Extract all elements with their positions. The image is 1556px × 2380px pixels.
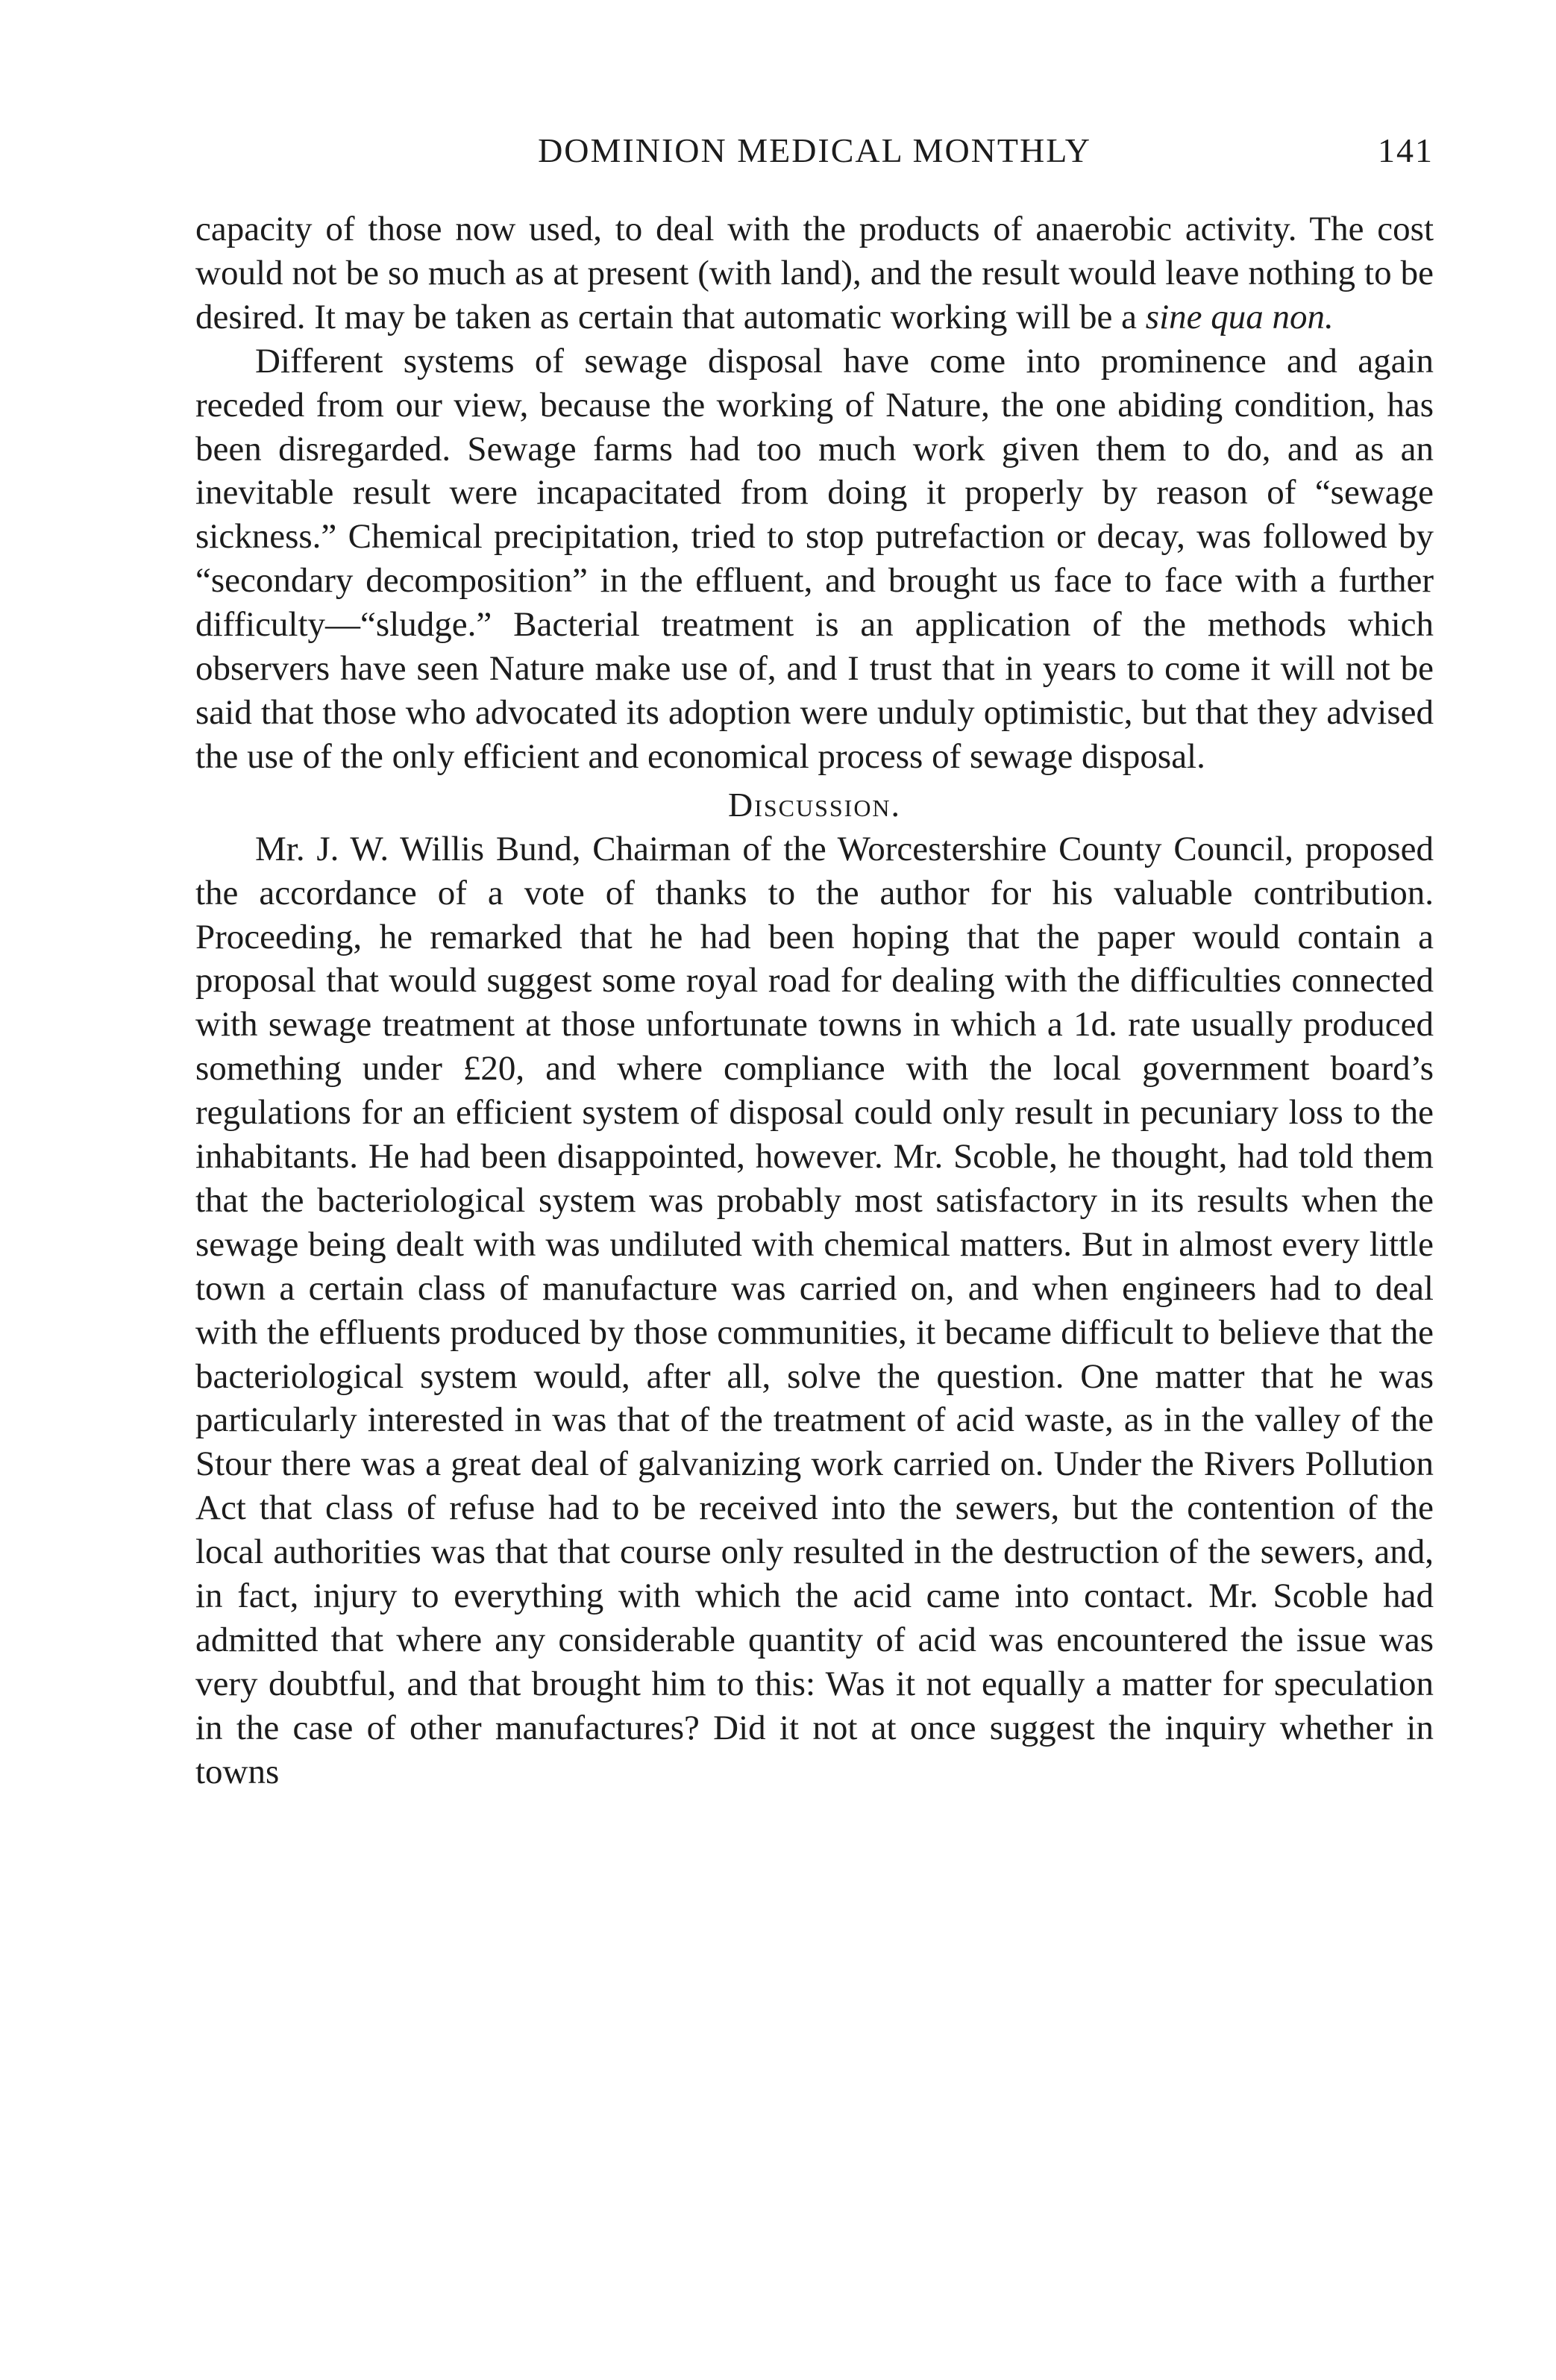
running-header (195, 127, 1434, 175)
document-page (195, 127, 1434, 1794)
body-text (195, 207, 1434, 1794)
paragraph-discussion: Mr. J. W. Willis Bund, Chairman of the Worcestershire County Council, proposed the accordance of a vote of thanks to the author for his valuable contribution. Proceeding, he remarked that he had been hoping that the paper would contain a proposal that would suggest some royal road for dealing with the difficulties connected with sewage treatment at those unfortunate towns in which a 1d. rate usually produced something under £20, and where compliance with the local government board’s regulations for an efficient system of disposal could only result in pecuniary loss to the inhabitants. He had been disappointed, however. Mr. Scoble, he thought, had told them that the bacteriological system was probably most satisfactory in its results when the sewage being dealt with was undiluted with chemical matters. But in almost every little town a certain class of manufacture was carried on, and when engineers had to deal with the effluents produced by those communities, it became difficult to believe that the bacteriological system would, after all, solve the question. One matter that he was particularly interested in was that of the treatment of acid waste, as in the valley of the Stour there was a great deal of galvanizing work carried on. Under the Rivers Pollution Act that class of refuse had to be received into the sewers, but the contention of the local authorities was that that course only resulted in the destruction of the sewers, and, in fact, injury to everything with which the acid came into contact. Mr. Scoble had admitted that where any considerable quantity of acid was encountered the issue was very doubtful, and that brought him to this: Was it not equally a matter for speculation in the case of other manufactures? Did it not at once suggest the inquiry whether in towns (195, 829, 1434, 1791)
paragraph-1-text: capacity of those now used, to deal with the products of anaerobic activity. The cost would not be so much as at present (with land), and the result would leave nothing to be desired. It may be taken as certain that automatic working will be a (195, 210, 1434, 336)
paragraph-sewage-systems: Different systems of sewage disposal have come into prominence and again receded from our view, because the working of Nature, the one abiding condition, has been disregarded. Sewage farms had too much work given them to do, and as an inevitable result were incapacitated from doing it properly by reason of “sewage sickness.” Chemical precipitation, tried to stop putrefaction or decay, was followed by “secondary decomposition” in the effluent, and brought us face to face with a further difficulty—“sludge.” Bacterial treatment is an application of the methods which observers have seen Nature make use of, and I trust that in years to come it will not be said that those who advocated its adoption were unduly optimistic, but that they advised the use of the only efficient and economical process of sewage disposal. (195, 341, 1434, 776)
paragraph-continued (195, 207, 1434, 339)
section-heading-discussion: Discussion. (727, 785, 902, 824)
page-number: 141 (1378, 131, 1434, 169)
journal-title: DOMINION MEDICAL MONTHLY (538, 131, 1091, 169)
latin-phrase: sine qua non. (1145, 297, 1334, 336)
